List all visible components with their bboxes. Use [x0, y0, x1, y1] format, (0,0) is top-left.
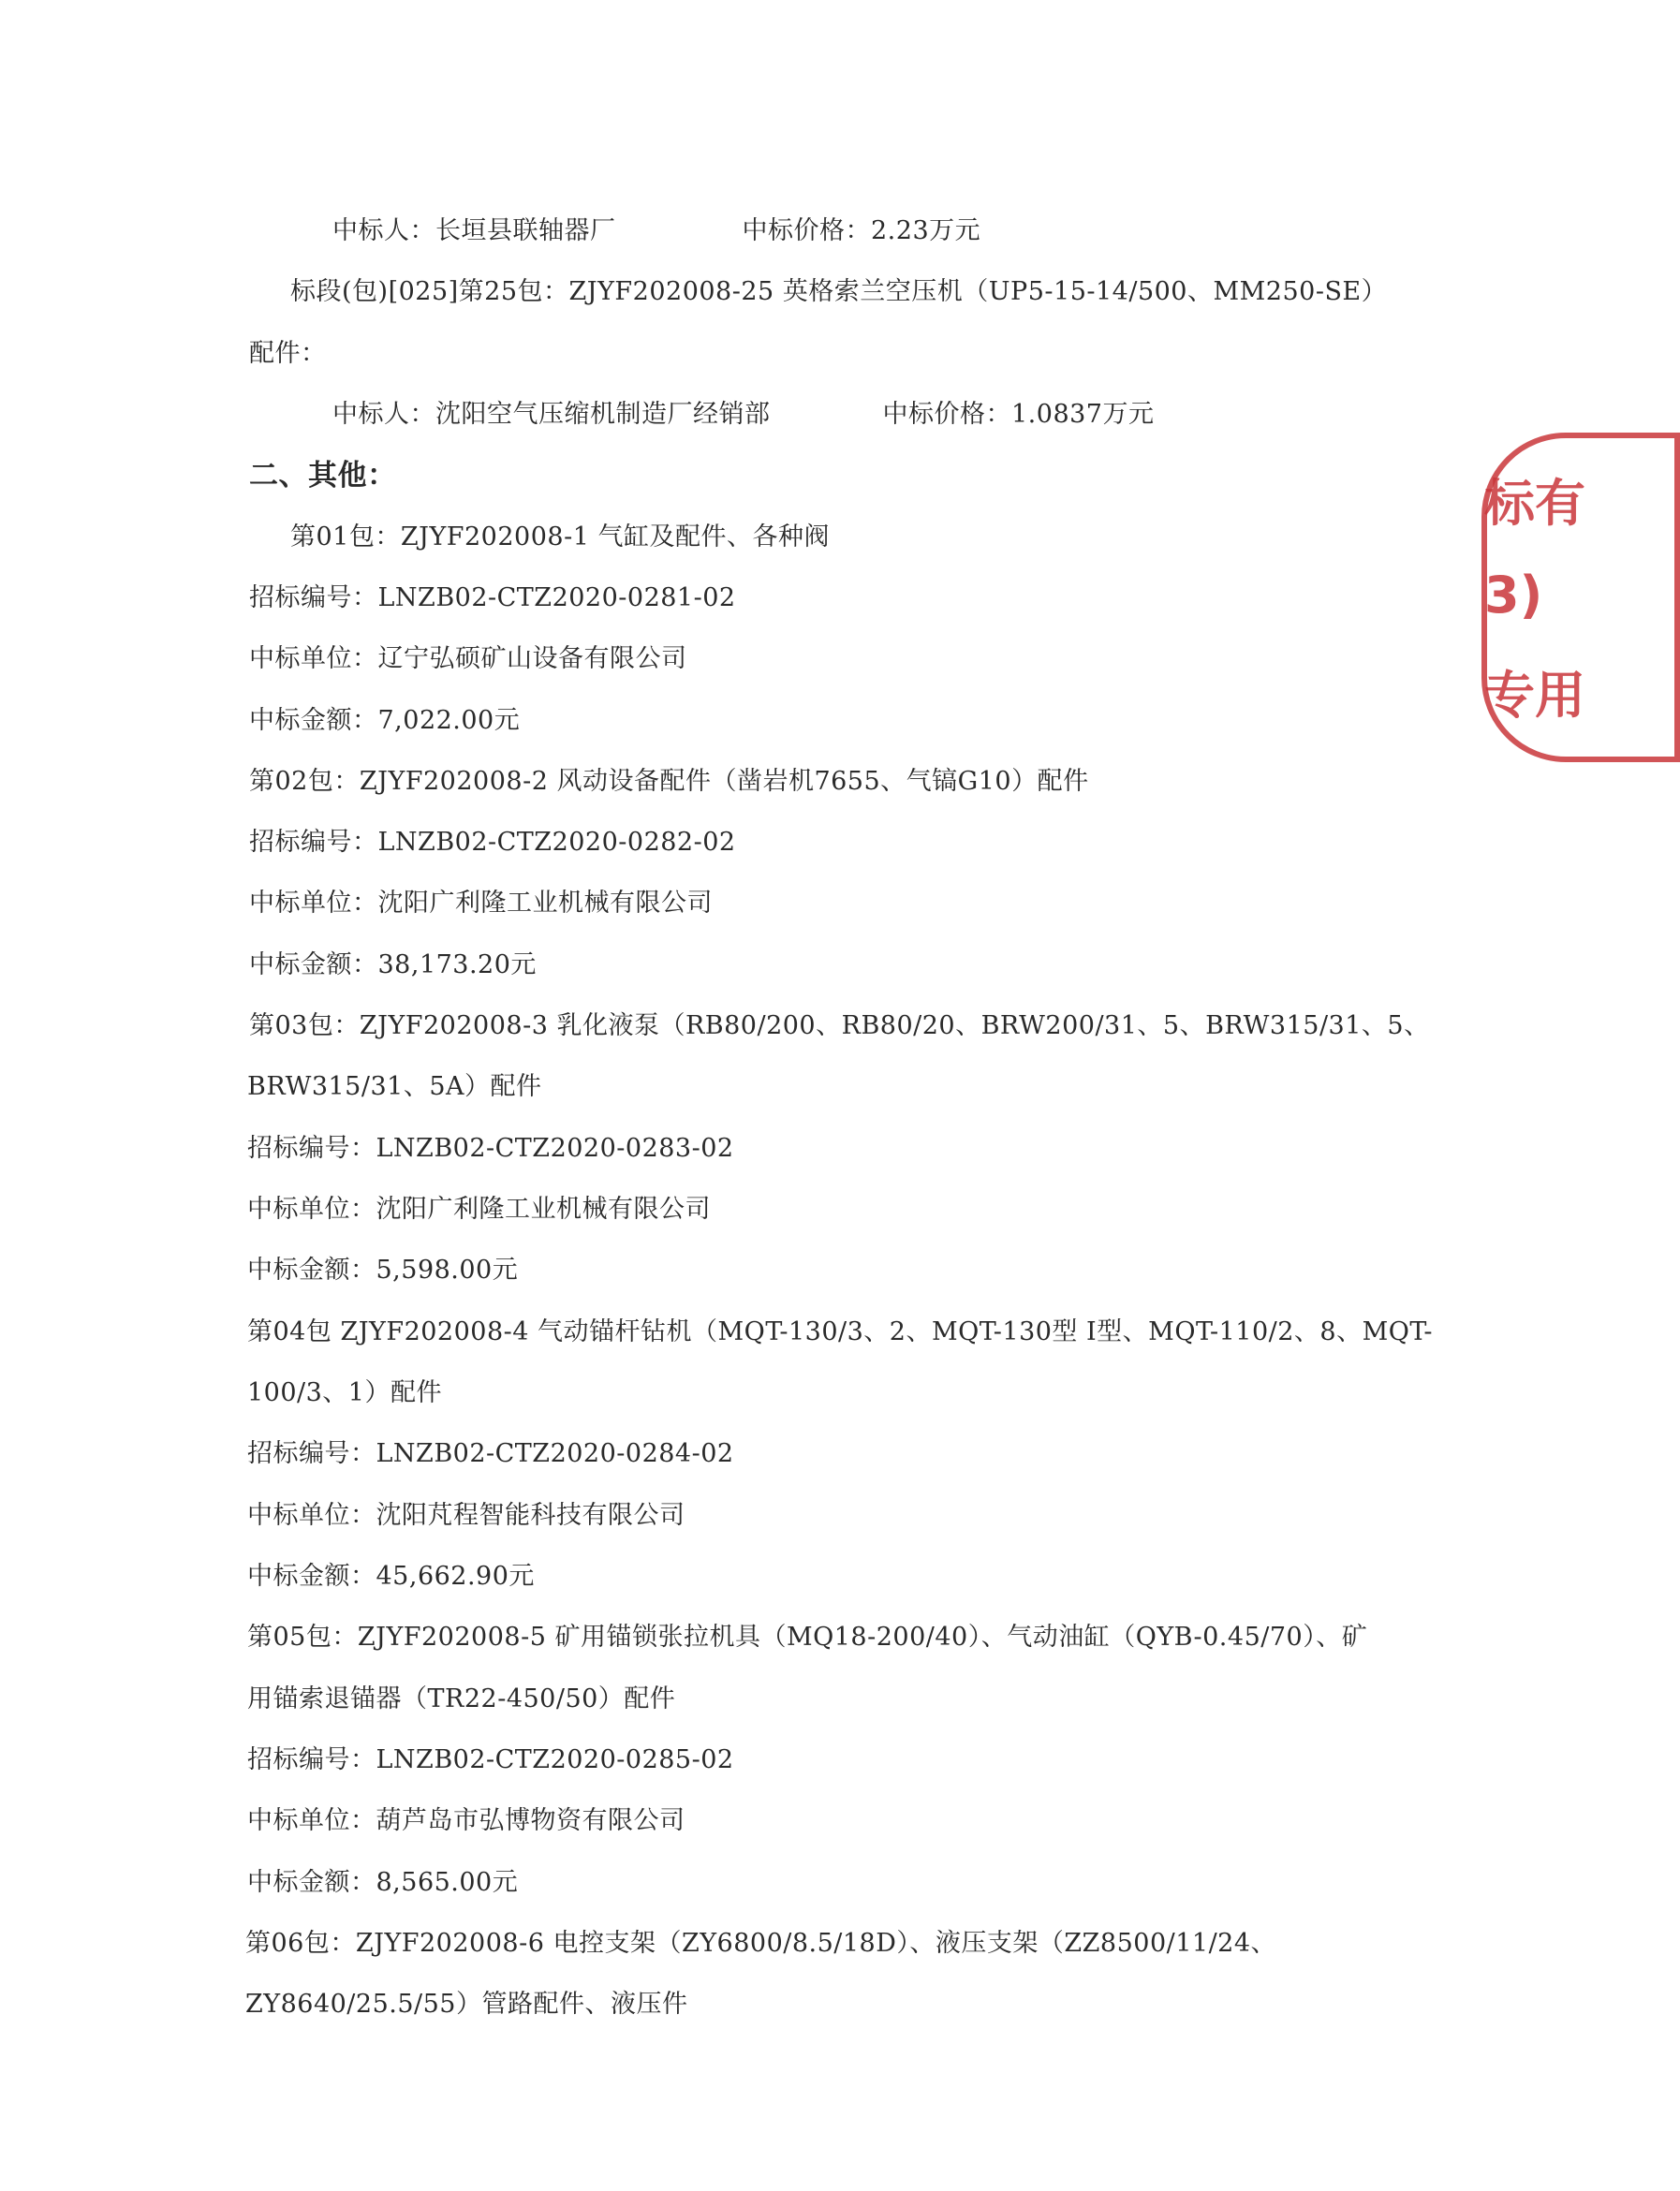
package-03-amount: 中标金额：5,598.00元: [247, 1256, 519, 1285]
seal-lettering-2: 3): [1484, 566, 1543, 625]
package-01-amount: 中标金额：7,022.00元: [249, 706, 521, 735]
package-01-unit: 中标单位：辽宁弘硕矿山设备有限公司: [249, 644, 687, 673]
package-04-unit: 中标单位：沈阳芃程智能科技有限公司: [247, 1501, 685, 1530]
package-02-amount: 中标金额：38,173.20元: [249, 950, 537, 979]
package-03-unit: 中标单位：沈阳广利隆工业机械有限公司: [247, 1195, 711, 1224]
package-03-title: 第03包：ZJYF202008-3 乳化液泵（RB80/200、RB80/20、BRW200/31、5、BRW315/31、5、: [249, 1011, 1430, 1040]
package-05-title: 第05包：ZJYF202008-5 矿用锚锁张拉机具（MQ18-200/40）、气动油缸（QYB-0.45/70）、矿: [247, 1623, 1368, 1652]
winner-price: 中标价格：1.0837万元: [882, 400, 1155, 429]
winner-line-025: [332, 398, 1154, 432]
package-05-title-cont: 用锚索退锚器（TR22-450/50）配件: [247, 1684, 676, 1713]
package-01-title: 第01包：ZJYF202008-1 气缸及配件、各种阀: [290, 522, 830, 551]
package-05-amount: 中标金额：8,565.00元: [247, 1868, 519, 1897]
package-25-title: 标段(包)[025]第25包：ZJYF202008-25 英格索兰空压机（UP5-15-14/500、MM250-SE）: [290, 277, 1388, 306]
package-06-title: 第06包：ZJYF202008-6 电控支架（ZY6800/8.5/18D）、液压支架（ZZ8500/11/24、: [245, 1929, 1277, 1958]
package-04-title-cont: 100/3、1）配件: [247, 1378, 442, 1407]
package-02-title: 第02包：ZJYF202008-2 风动设备配件（凿岩机7655、气镐G10）配件: [249, 767, 1089, 796]
package-02-code: 招标编号：LNZB02-CTZ2020-0282-02: [249, 828, 736, 857]
package-04-title: 第04包 ZJYF202008-4 气动锚杆钻机（MQT-130/3、2、MQT-130型 I型、MQT-110/2、8、MQT-: [247, 1317, 1434, 1346]
package-04-code: 招标编号：LNZB02-CTZ2020-0284-02: [247, 1439, 734, 1468]
package-01-code: 招标编号：LNZB02-CTZ2020-0281-02: [249, 583, 736, 612]
winner-name: 中标人：沈阳空气压缩机制造厂经销部: [332, 400, 771, 429]
winner-price: 中标价格：2.23万元: [742, 216, 981, 245]
package-03-code: 招标编号：LNZB02-CTZ2020-0283-02: [247, 1134, 734, 1163]
package-25-title-cont: 配件：: [249, 339, 327, 368]
package-05-code: 招标编号：LNZB02-CTZ2020-0285-02: [247, 1745, 734, 1774]
winner-line-024: [332, 214, 980, 248]
package-06-title-cont: ZY8640/25.5/55）管路配件、液压件: [245, 1990, 688, 2019]
section-heading-other: 二、其他：: [249, 459, 397, 493]
seal-lettering-1: 标有: [1484, 474, 1585, 533]
package-04-amount: 中标金额：45,662.90元: [247, 1562, 535, 1591]
package-02-unit: 中标单位：沈阳广利隆工业机械有限公司: [249, 889, 713, 918]
seal-lettering-3: 专用: [1484, 666, 1585, 725]
package-03-title-cont: BRW315/31、5A）配件: [247, 1072, 542, 1101]
package-05-unit: 中标单位：葫芦岛市弘博物资有限公司: [247, 1806, 685, 1835]
winner-name: 中标人：长垣县联轴器厂: [332, 216, 616, 245]
